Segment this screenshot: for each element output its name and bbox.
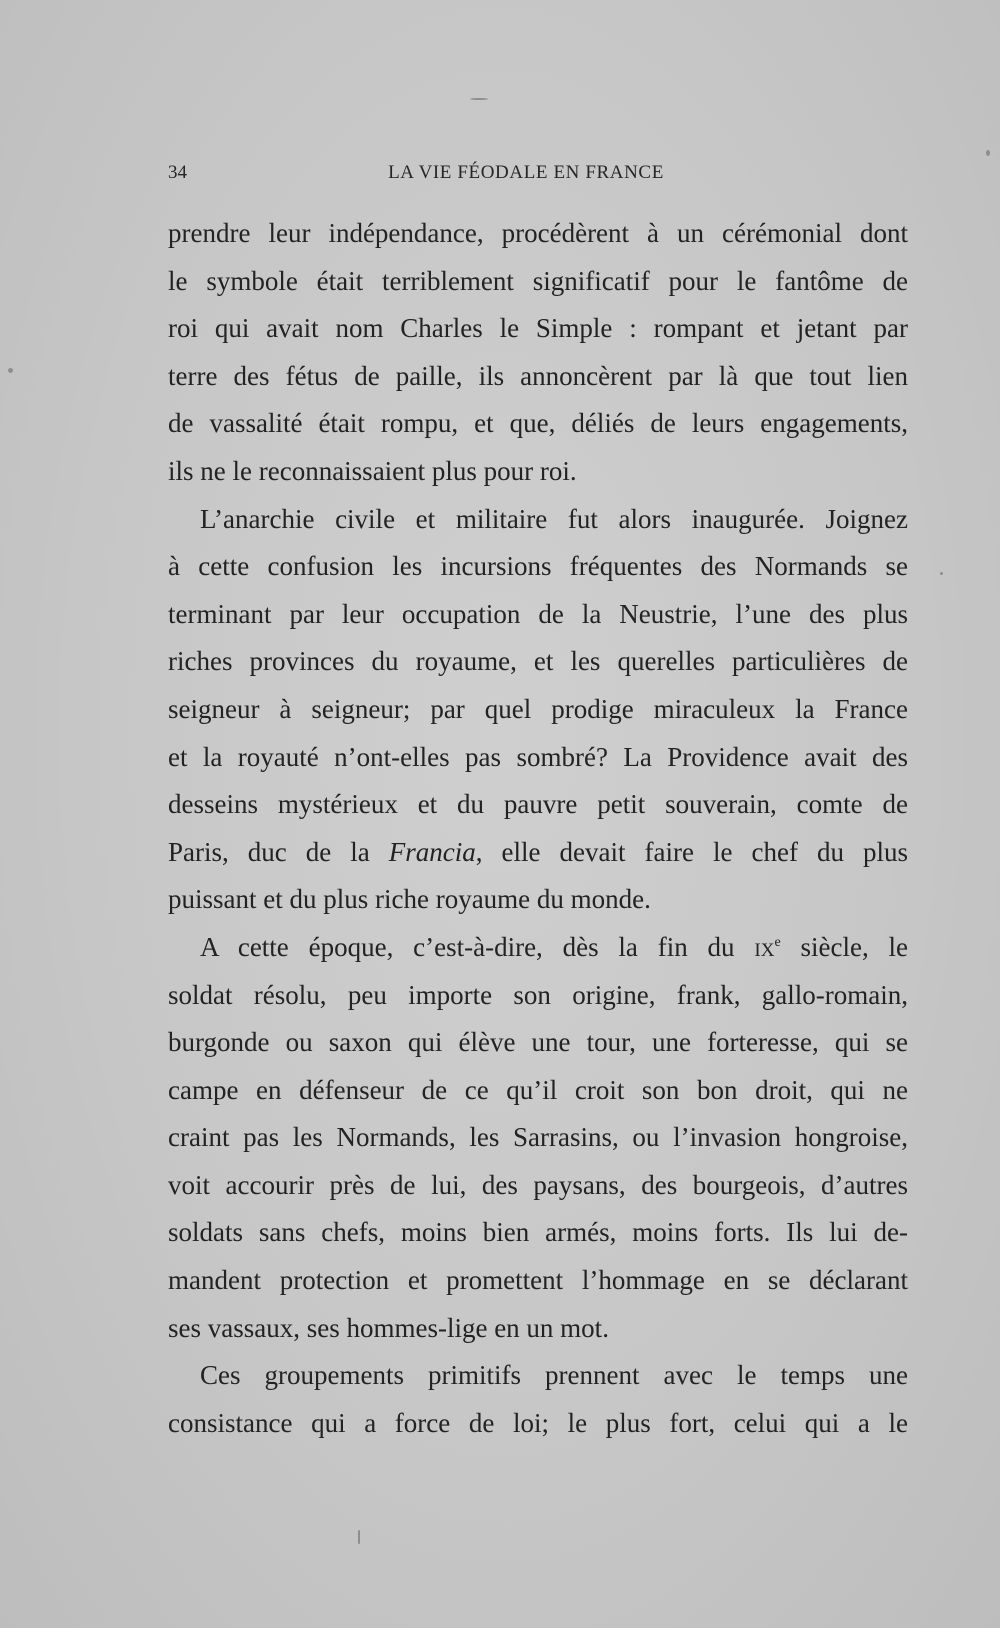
page-number: 34 <box>168 162 187 183</box>
italic-word: Francia <box>388 836 476 867</box>
text-line: à cette confusion les incursions fréquentes des Normands se <box>168 551 908 582</box>
text-line: riches provinces du royaume, et les querelles particulières de <box>168 646 908 677</box>
paper-speck <box>986 150 990 156</box>
text-line: puissant et du plus riche royaume du monde. <box>168 884 651 915</box>
text-line: et la royauté n’ont-elles pas sombré? La Providence avait des <box>168 741 908 772</box>
text-line: prendre leur indépendance, procédèrent à un cérémonial dont <box>168 218 908 248</box>
text-line: roi qui avait nom Charles le Simple : rompant et jetant par <box>168 313 908 344</box>
text-line: terre des fétus de paille, ils annoncèrent par là que tout lien <box>168 360 908 391</box>
paper-speck <box>8 368 13 373</box>
body-text <box>168 210 908 1447</box>
text-line: burgonde ou saxon qui élève une tour, une forteresse, qui se <box>168 1027 908 1058</box>
text-line: mandent protection et promettent l’hommage en se déclarant <box>168 1265 908 1296</box>
paper-speck <box>940 572 943 575</box>
text-line: craint pas les Normands, les Sarrasins, ou l’invasion hongroise, <box>168 1122 908 1153</box>
text-line: consistance qui a force de loi; le plus fort, celui qui a le <box>168 1407 908 1438</box>
running-title: LA VIE FÉODALE EN FRANCE <box>388 162 664 183</box>
text-line: Paris, duc de la Francia, elle devait faire le chef du plus <box>168 836 908 867</box>
text-line: de vassalité était rompu, et que, déliés de leurs engagements, <box>168 408 908 439</box>
text-line: ils ne le reconnaissaient plus pour roi. <box>168 455 577 486</box>
text-line: soldats sans chefs, moins bien armés, moins forts. Ils lui de- <box>168 1217 908 1248</box>
text-line: seigneur à seigneur; par quel prodige miraculeux la France <box>168 693 908 724</box>
running-head <box>168 162 910 188</box>
paper-speck <box>470 98 488 100</box>
text-line: le symbole était terriblement significatif pour le fantôme de <box>168 265 908 296</box>
paper-speck <box>358 1530 360 1544</box>
paragraph-first-line: L’anarchie civile et militaire fut alors inaugurée. Joignez <box>200 503 908 534</box>
century-numeral: ix <box>754 931 775 962</box>
ordinal-suffix: e <box>774 934 781 950</box>
text-line: ses vassaux, ses hommes-lige en un mot. <box>168 1312 609 1343</box>
text-line: terminant par leur occupation de la Neustrie, l’une des plus <box>168 598 908 629</box>
paragraph-first-line: Ces groupements primitifs prennent avec le temps une <box>200 1360 908 1391</box>
text-line: desseins mystérieux et du pauvre petit souverain, comte de <box>168 789 908 820</box>
text-line: voit accourir près de lui, des paysans, des bourgeois, d’autres <box>168 1169 908 1200</box>
paragraph-first-line: A cette époque, c’est-à-dire, dès la fin du $ix^e$ siècle, le <box>200 931 908 962</box>
text-line: campe en défenseur de ce qu’il croit son bon droit, qui ne <box>168 1074 908 1105</box>
text-line: soldat résolu, peu importe son origine, frank, gallo-romain, <box>168 979 908 1010</box>
